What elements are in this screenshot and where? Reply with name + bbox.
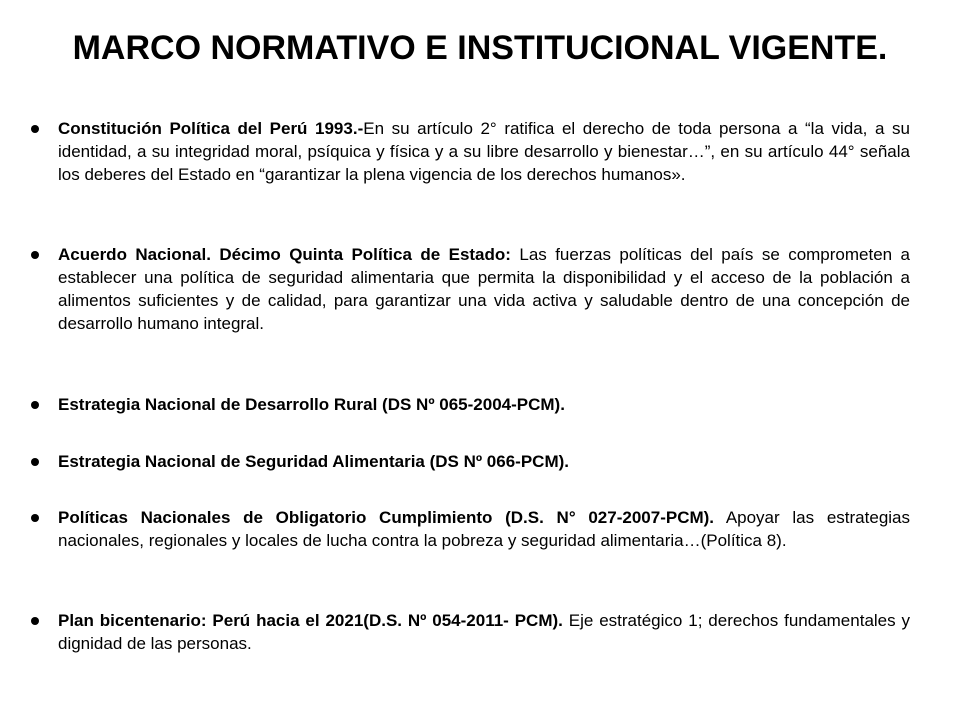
item-text: En su artículo 2° ratifica el derecho de toda persona a “la vida, a su identidad, a su integridad moral, psíquica y física y a su libre desarrollo y bienestar…”, en su artículo 44° señala los deberes del Estado en “garantizar la plena vigencia de los derechos humanos». [58,119,910,184]
item-heading: Acuerdo Nacional. Décimo Quinta Política de Estado: [58,245,511,264]
page-title: MARCO NORMATIVO E INSTITUCIONAL VIGENTE. [72,29,888,67]
bullet-icon [31,251,39,259]
list-item [58,117,910,186]
bullet-icon [31,514,39,522]
list-item [58,393,910,416]
item-heading: Políticas Nacionales de Obligatorio Cumplimiento (D.S. N° 027-2007-PCM). [58,508,715,527]
item-text: Eje estratégico 1; derechos fundamentales y dignidad de las personas. [58,611,911,653]
item-text: Apoyar las estrategias nacionales, regionales y locales de lucha contra la pobreza y seguridad alimentaria…(Política 8). [58,508,911,550]
bullet-icon [31,617,39,625]
bullet-icon [31,125,39,133]
item-heading: Constitución Política del Perú 1993.- [58,119,364,138]
list-item [58,243,910,335]
list-item [58,506,910,552]
item-text: Las fuerzas políticas del país se comprometen a establecer una política de seguridad alimentaria que permita la disponibilidad y el acceso de la población a alimentos suficientes y de calidad, para garantizar una vida activa y saludable dentro de una concepción de desarrollo humano integral. [58,245,911,333]
list-item [58,609,910,655]
bullet-icon [31,458,39,466]
item-heading: Plan bicentenario: Perú hacia el 2021(D.S. Nº 054-2011- PCM). [58,611,563,630]
item-heading: Estrategia Nacional de Seguridad Alimentaria (DS Nº 066-PCM). [58,452,569,471]
bullet-icon [31,401,39,409]
list-item [58,450,910,473]
item-heading: Estrategia Nacional de Desarrollo Rural (DS Nº 065-2004-PCM). [58,395,565,414]
